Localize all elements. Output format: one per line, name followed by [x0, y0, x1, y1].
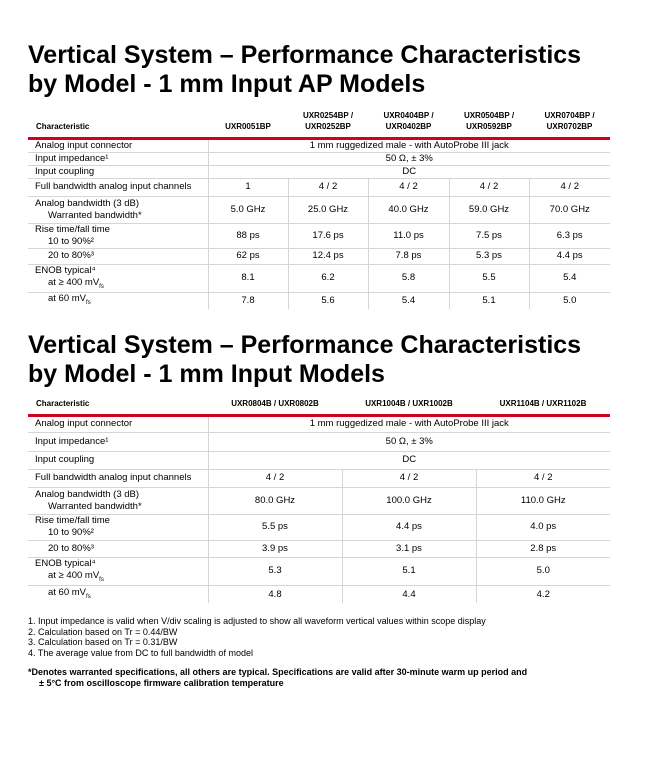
cell-value: DC — [208, 451, 610, 469]
col-model: UXR1104B / UXR1102B — [476, 394, 610, 415]
row-label: Input coupling — [28, 451, 208, 469]
cell-value: 100.0 GHz — [342, 487, 476, 514]
cell-value: 12.4 ps — [288, 248, 368, 264]
footer-line: *Denotes warranted specifications, all others are typical. Specifications are valid after 30-minute warm up period and — [28, 667, 528, 677]
row-label — [28, 196, 208, 223]
cell-value: 4.4 — [342, 586, 476, 603]
row-label: Input impedance¹ — [28, 152, 208, 165]
row-label — [28, 586, 208, 603]
row-label — [28, 264, 208, 293]
row-sublabel-text: at ≥ 400 mV — [48, 276, 100, 288]
row-sublabel: Warranted bandwidth* — [48, 500, 142, 512]
cell-value: 5.3 ps — [449, 248, 529, 264]
table-row — [28, 196, 610, 223]
cell-value: 70.0 GHz — [529, 196, 610, 223]
footnote: 1. Input impedance is valid when V/div scaling is adjusted to show all waveform vertical values within scope display — [28, 616, 486, 626]
cell-value: 5.8 — [368, 264, 449, 293]
row-sublabel — [35, 570, 205, 586]
row-sublabel: 10 to 90%² — [48, 235, 94, 247]
footnotes — [28, 616, 486, 658]
table-row — [28, 138, 610, 152]
row-sublabel: Warranted bandwidth* — [48, 209, 142, 221]
row-label-line: Analog bandwidth (3 dB) — [35, 197, 140, 209]
table-row — [28, 152, 610, 165]
col-characteristic: Characteristic — [28, 394, 208, 415]
table-row — [28, 514, 610, 540]
model-name-line: UXR0252BP — [305, 121, 351, 131]
table-row — [28, 264, 610, 293]
row-label — [28, 487, 208, 514]
row-label — [28, 293, 208, 309]
cell-value: 5.5 — [449, 264, 529, 293]
cell-value: 59.0 GHz — [449, 196, 529, 223]
cell-value: 110.0 GHz — [476, 487, 610, 514]
model-name-line: UXR0404BP / — [383, 110, 434, 120]
cell-value: 5.5 ps — [208, 514, 342, 540]
row-label — [28, 248, 208, 264]
row-label — [28, 557, 208, 586]
row-sublabel: 20 to 80%³ — [48, 542, 94, 554]
cell-value: 4 / 2 — [529, 178, 610, 196]
row-label: Full bandwidth analog input channels — [28, 178, 208, 196]
cell-value: 1 — [208, 178, 288, 196]
section1-title-line2: by Model - 1 mm Input AP Models — [28, 70, 426, 98]
footer-line: ± 5°C from oscilloscope firmware calibration temperature — [39, 678, 284, 688]
cell-value: 1 mm ruggedized male - with AutoProbe III jack — [208, 415, 610, 432]
row-sublabel-text: at 60 mV — [48, 586, 87, 598]
table-header-row — [28, 106, 610, 138]
table-row — [28, 540, 610, 557]
table-row — [28, 415, 610, 432]
cell-value: 5.3 — [208, 557, 342, 586]
row-label-line: ENOB typical⁴ — [35, 264, 96, 276]
ap-models-table — [28, 106, 610, 309]
cell-value: 4 / 2 — [288, 178, 368, 196]
row-label-line: Rise time/fall time — [35, 223, 110, 235]
cell-value: 4 / 2 — [342, 469, 476, 487]
cell-value: 11.0 ps — [368, 223, 449, 248]
cell-value: 6.3 ps — [529, 223, 610, 248]
cell-value: 4.0 ps — [476, 514, 610, 540]
section2-title-line2: by Model - 1 mm Input Models — [28, 360, 385, 388]
table-header-row — [28, 394, 610, 415]
row-label — [28, 540, 208, 557]
model-name-line: UXR0504BP / — [463, 110, 515, 120]
row-label-line: Rise time/fall time — [35, 515, 110, 526]
footnote: 2. Calculation based on Tr = 0.44/BW — [28, 626, 178, 637]
col-characteristic: Characteristic — [28, 106, 208, 138]
cell-value: 4 / 2 — [449, 178, 529, 196]
subscript: fs — [99, 283, 104, 290]
col-model — [449, 106, 529, 138]
cell-value: 8.1 — [208, 264, 288, 293]
cell-value: DC — [208, 165, 610, 178]
cell-value: 5.1 — [342, 557, 476, 586]
footnote: 3. Calculation based on Tr = 0.31/BW — [28, 637, 178, 647]
row-sublabel — [35, 277, 205, 293]
row-sublabel-text: at ≥ 400 mV — [48, 569, 100, 581]
cell-value: 4.4 ps — [529, 248, 610, 264]
row-label-line: ENOB typical⁴ — [35, 557, 96, 569]
col-model: UXR0804B / UXR0802B — [208, 394, 342, 415]
table-row — [28, 451, 610, 469]
row-sublabel — [35, 293, 91, 307]
row-label: Input coupling — [28, 165, 208, 178]
row-sublabel: 10 to 90%² — [48, 527, 94, 538]
cell-value: 62 ps — [208, 248, 288, 264]
cell-value: 5.6 — [288, 293, 368, 309]
model-name-line: UXR0702BP — [546, 121, 593, 131]
subscript: fs — [99, 576, 104, 583]
table-row — [28, 557, 610, 586]
cell-value: 5.1 — [449, 293, 529, 309]
cell-value: 4 / 2 — [476, 469, 610, 487]
row-sublabel — [35, 587, 91, 598]
row-label — [28, 223, 208, 248]
cell-value: 3.1 ps — [342, 540, 476, 557]
cell-value: 5.0 GHz — [208, 196, 288, 223]
col-model — [368, 106, 449, 138]
footnote: 4. The average value from DC to full bandwidth of model — [28, 647, 253, 658]
cell-value: 17.6 ps — [288, 223, 368, 248]
col-model: UXR1004B / UXR1002B — [342, 394, 476, 415]
warranty-footer — [28, 667, 608, 689]
row-sublabel: 20 to 80%³ — [48, 250, 94, 261]
table-row — [28, 223, 610, 248]
row-label — [28, 514, 208, 540]
table-row — [28, 165, 610, 178]
table-row — [28, 178, 610, 196]
cell-value: 88 ps — [208, 223, 288, 248]
row-label: Input impedance¹ — [28, 432, 208, 451]
section2-title — [28, 331, 581, 389]
section1-title — [28, 41, 581, 99]
cell-value: 4 / 2 — [208, 469, 342, 487]
row-label: Analog input connector — [28, 138, 208, 152]
table-row — [28, 293, 610, 309]
cell-value: 4 / 2 — [368, 178, 449, 196]
cell-value: 25.0 GHz — [288, 196, 368, 223]
models-table — [28, 394, 610, 603]
col-model — [288, 106, 368, 138]
col-model: UXR0051BP — [208, 106, 288, 138]
cell-value: 1 mm ruggedized male - with AutoProbe III jack — [208, 138, 610, 152]
row-label-line: Analog bandwidth (3 dB) — [35, 488, 140, 500]
table-row — [28, 432, 610, 451]
col-model — [529, 106, 610, 138]
cell-value: 5.4 — [368, 293, 449, 309]
cell-value: 40.0 GHz — [368, 196, 449, 223]
row-label: Analog input connector — [28, 415, 208, 432]
cell-value: 5.4 — [529, 264, 610, 293]
table-row — [28, 586, 610, 603]
table-row — [28, 248, 610, 264]
cell-value: 5.0 — [476, 557, 610, 586]
subscript: fs — [86, 300, 91, 307]
model-name-line: UXR0402BP — [385, 121, 432, 131]
table-row — [28, 469, 610, 487]
model-name-line: UXR0254BP / — [302, 110, 354, 120]
cell-value: 7.8 — [208, 293, 288, 309]
table-row — [28, 487, 610, 514]
cell-value: 80.0 GHz — [208, 487, 342, 514]
section1-title-line1: Vertical System – Performance Characteristics — [28, 41, 582, 69]
cell-value: 50 Ω, ± 3% — [208, 432, 610, 451]
cell-value: 4.4 ps — [342, 514, 476, 540]
cell-value: 50 Ω, ± 3% — [208, 152, 610, 165]
cell-value: 7.5 ps — [449, 223, 529, 248]
cell-value: 4.2 — [476, 586, 610, 603]
row-label: Full bandwidth analog input channels — [28, 469, 208, 487]
cell-value: 7.8 ps — [368, 248, 449, 264]
model-name-line: UXR0592BP — [466, 121, 512, 131]
cell-value: 6.2 — [288, 264, 368, 293]
cell-value: 3.9 ps — [208, 540, 342, 557]
cell-value: 4.8 — [208, 586, 342, 603]
model-name-line: UXR0704BP / — [544, 110, 595, 120]
cell-value: 5.0 — [529, 293, 610, 309]
cell-value: 2.8 ps — [476, 540, 610, 557]
section2-title-line1: Vertical System – Performance Characteristics — [28, 331, 582, 359]
subscript: fs — [86, 593, 91, 600]
row-sublabel-text: at 60 mV — [48, 293, 87, 305]
